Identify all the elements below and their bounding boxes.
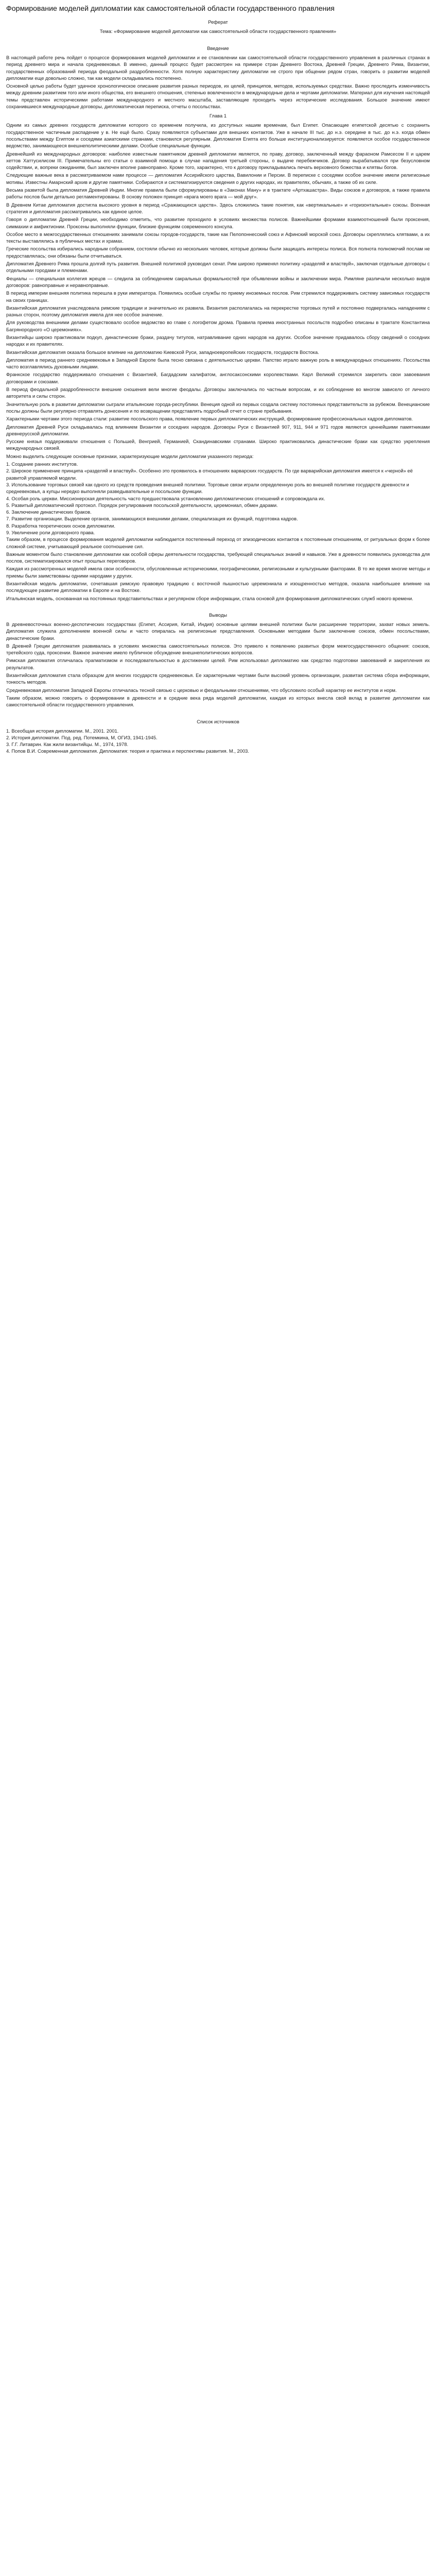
chapter-paragraph: Весьма развитой была дипломатия Древней Индии. Многие правила были сформулированы в «Законах Ману» и в трактате «Артхашастра». Виды союзов и договоров, а также правила работы послов были детально регламентированы. В основу положен принцип «врага моего врага — мой друг».: [6, 187, 430, 200]
conclusion-paragraph: Средневековая дипломатия Западной Европы отличалась тесной связью с церковью и феодальными отношениями, что обусловило особый характер ее институтов и норм.: [6, 687, 397, 693]
reference-item: 4. Попов В.И. Современная дипломатия. Дипломатия: теория и практика и перспективы развития. М., 2003.: [6, 748, 250, 754]
references-list: [6, 727, 430, 755]
chapter-paragraph: Особое место в межгосударственных отношениях занимали союзы городов-государств, такие как Пелопоннесский союз и Афинский морской союз. Договоры скреплялись клятвами, а их тексты выставлялись в публичных местах и храмах.: [6, 231, 430, 244]
chapter-paragraph: Можно выделить следующие основные признаки, характеризующие модели дипломатии указанного периода:: [6, 453, 254, 459]
list-item: 4. Особая роль церкви. Миссионерская деятельность часто предшествовала установлению дипломатических отношений и сопровождала их.: [6, 495, 325, 501]
intro-paragraph: В настоящей работе речь пойдет о процессе формирования моделей дипломатии и ее становлении как самостоятельной области государственного управления в различных странах в период древнего мира и начала средневековья. В именно, данный процесс будет рассмотрен на примере стран Древнего Востока, Древней Греции, Древнего Рима, Византии, государственных образований периода феодальной раздробленности. Хотя полную характеристику дипломатии не строго при общении рядом стран, говорить о развитии моделей дипломатии еще довольно сложно, так как модели складывались постепенно.: [6, 55, 430, 81]
chapter-paragraph: Значительную роль в развитии дипломатии сыграли итальянские города-республики. Венеция одной из первых создала систему постоянных представительств за рубежом. Венецианские послы должны были регулярно отправлять донесения и по возвращении представлять подробный отчет о стране пребывания.: [6, 401, 430, 414]
chapter-paragraph: Для руководства внешними делами существовало особое ведомство во главе с логофетом дрома. Правила приема иностранных посольств подробно описаны в трактате Константина Багрянородного «О церемониях».: [6, 319, 430, 332]
conclusions-section: [6, 621, 430, 708]
referat-label: Реферат: [208, 19, 228, 25]
chapter-2-section: [6, 453, 430, 602]
chapter-1-heading: Глава 1: [209, 113, 227, 119]
intro-paragraph: Основной целью работы будет удачное хронологическое описание развития разных периодов, их целей, принципов, методов, используемых средствах. Важно проследить изменчивость между древним развитием того или иного общества, его внешнего отношения, степенью вовлеченности в международные дела и чертами дипломатии. Материал для изучения настоящей темы представлен историческими работами международного и местного масштаба, заставляющие проходить через исторические исследования. Большое значение имеют сохранившиеся международные договоры, дипломатическая переписка, отчеты о посольствах.: [6, 83, 430, 110]
list-item: 7. Развитие организации. Выделение органов, занимающихся внешними делами, специализация их функций, подготовка кадров.: [6, 516, 298, 522]
reference-item: 2. История дипломатии. Под. ред. Потемкина, М, ОГИЗ, 1941-1945.: [6, 734, 158, 740]
chapter-paragraph: Говоря о дипломатии Древней Греции, необходимо отметить, что развитие проходило в условиях множества полисов. Важнейшими формами взаимоотношений были проксения, симмахии и амфиктионии. Проксены выполняли функции, близкие функциям современного консула.: [6, 216, 430, 229]
chapter-paragraph: Византийцы широко практиковали подкуп, династические браки, раздачу титулов, натравливание одних народов на других. Особое значение придавалось сбору сведений о соседних народах и их правителях.: [6, 334, 430, 347]
chapter-paragraph: Византийская дипломатия оказала большое влияние на дипломатию Киевской Руси, западноевропейских государств, государств Востока.: [6, 349, 319, 355]
conclusion-paragraph: В Древней Греции дипломатия развивалась в условиях множества самостоятельных полисов. Это привело к появлению развитых форм межгосударственного общения: союзов, третейского суда, проксении. Важное значение имело публичное обсуждение внешнеполитических вопросов.: [6, 642, 430, 656]
chapter-paragraph: Древнейший из международных договоров: наиболее известным памятником древней дипломатии является, по праву, договор, заключенный между фараоном Рамсесом II и царем хеттов Хаттусилисом III. Примечательны его статьи о взаимной помощи в случае нападения третьей стороны, о выдаче перебежчиков. Договор вырабатывался при безусловном содействии, и, вопреки ожиданиям, был заключен вполне равноправно. Кроме того, характерно, что к договору прикладывались печать верховного божества и клятвы богов.: [6, 150, 430, 171]
chapter-paragraph: Каждая из рассмотренных моделей имела свои особенности, обусловленные историческими, географическими, религиозными и культурными факторами. В то же время многие методы и приемы были заимствованы одними народами у других.: [6, 566, 430, 579]
chapter-paragraph: В период феодальной раздробленности внешние сношения вели многие феодалы. Договоры заключались по частным вопросам, и их соблюдение во многом зависело от личного авторитета и силы сторон.: [6, 386, 430, 399]
list-item: 5. Развитый дипломатический протокол. Порядок регулирования посольской деятельности, церемониал, обмен дарами.: [6, 502, 278, 508]
list-item: 1. Создание ранних институтов.: [6, 461, 78, 467]
conclusions-heading: Выводы: [208, 612, 228, 618]
chapter-1-section: [6, 122, 430, 451]
document-title: Формирование моделей дипломатии как самостоятельной области государственного правления: [6, 5, 335, 13]
chapter-paragraph: Таким образом, в процессе формирования моделей дипломатии наблюдается постепенный переход от эпизодических контактов к постоянным отношениям, от ритуальных форм к более сложной системе, учитывающей реальное соотношение сил.: [6, 536, 430, 549]
spacer: [6, 709, 430, 716]
conclusion-paragraph: В древневосточных военно-деспотических государствах (Египет, Ассирия, Китай, Индия) основные целями внешней политики были расширение территории, захват новых земель. Дипломатия служила дополнением военной силы и часто опиралась на религиозные представления. Основными методами были заключение союзов, обмен посольствами, династические браки.: [6, 621, 430, 641]
chapter-paragraph: Фециалы — специальная коллегия жрецов — следила за соблюдением сакральных формальностей при объявлении войны и заключении мира. Римляне различали несколько видов договоров: равноправные и неравноправные.: [6, 275, 430, 288]
list-item: 8. Разработка теоретических основ дипломатии.: [6, 522, 115, 529]
chapter-paragraph: Русские князья поддерживали отношения с Польшей, Венгрией, Германией, Скандинавскими странами. Широко практиковались династические браки как средство укрепления международных связей.: [6, 438, 430, 451]
chapter-paragraph: Византийская дипломатия унаследовала римские традиции и значительно их развила. Византия располагалась на перекрестке торговых путей и постоянно подвергалась нападениям с разных сторон, поэтому дипломатия имела для нее особое значение.: [6, 304, 430, 318]
chapter-paragraph: Важным моментом было становление дипломатии как особой сферы деятельности государства, требующей специальных знаний и навыков. Уже в древности появились руководства для послов, систематизировался опыт прошлых переговоров.: [6, 551, 430, 564]
conclusion-paragraph: Византийская дипломатия стала образцом для многих государств средневековья. Ее характерными чертами были высокий уровень организации, развитая система сбора информации, тонкость методов.: [6, 672, 430, 685]
intro-heading: Введение: [207, 45, 229, 51]
chapter-paragraph: Византийская модель дипломатии, сочетавшая римскую правовую традицию с восточной пышностью церемониала и изощренностью методов, оказала наибольшее влияние на последующее развитие дипломатии в Европе и на Востоке.: [6, 581, 430, 594]
features-list: [6, 461, 430, 536]
spacer: [6, 603, 430, 609]
chapter-paragraph: Дипломатия Древней Руси складывалась под влиянием Византии и соседних народов. Договоры Руси с Византией 907, 911, 944 и 971 годов являются ценнейшими памятниками древнерусской дипломатии.: [6, 423, 430, 436]
intro-section: [6, 54, 430, 110]
reference-item: 1. Всеобщая история дипломатии. М., 2001. 2001.: [6, 727, 119, 734]
theme-line: Тема: «Формирование моделей дипломатии как самостоятельной области государственного правления»: [99, 28, 337, 34]
chapter-paragraph: Дипломатия Древнего Рима прошла долгий путь развития. Внешней политикой руководил сенат. Рим широко применял политику «разделяй и властвуй», заключая отдельные договоры с отдельными городами и племенами.: [6, 261, 430, 274]
list-item: 3. Использование торговых связей как одного из средств проведения внешней политики. Торговые связи играли определенную роль во внешней политике государств древности и средневековья, а купцы нередко выполняли разведывательные и посольские функции.: [6, 481, 409, 495]
list-item: 9. Увеличение роли договорного права.: [6, 530, 95, 535]
chapter-paragraph: Греческие посольства избирались народным собранием, состояли обычно из нескольких человек, которые должны были защищать интересы полиса. Вся полнота полномочий послам не предоставлялась; они обязаны были отчитываться.: [6, 246, 430, 259]
reference-item: 3. Г.Г. Литаврин. Как жили византийцы. М., 1974, 1978.: [6, 741, 129, 748]
chapter-paragraph: Характерными чертами этого периода стали: развитие посольского права, появление первых дипломатических инструкций, формирование профессиональных кадров дипломатов.: [6, 416, 413, 422]
conclusion-paragraph: Таким образом, можно говорить о формировании в древности и в средние века ряда моделей дипломатии, каждая из которых внесла свой вклад в развитие дипломатии как самостоятельной области государственного управления.: [6, 694, 430, 708]
chapter-paragraph: Одним из самых древних государств дипломатии которого со временем получила, из доступных нашим временам, был Египет. Опасающие египетской десятью с сохранить государственное частичным распадение у в. Не ещё было. Сразу появляются субъектами для внешних контактов. Уже в начале III тыс. до н.э. середине в тыс. до н.э. когда обмен посольствами между Египтом и соседями азиатскими странами, становился регулярным. Дипломатия Египта его больше институционализируется: появляется особое государственное ведомство, занимающееся внешнеполитическими делами. Особые специальные функции.: [6, 122, 430, 149]
chapter-paragraph: В период империи внешняя политика перешла в руки императора. Появились особые службы по приему иноземных послов. Рим стремился поддерживать систему зависимых государств на своих границах.: [6, 290, 430, 303]
list-item: 2. Широкое применение принципа «разделяй и властвуй». Особенно это проявилось в отношениях варварских государств. По где варварийская дипломатия имеется к «черной» её развитой управляемой модели.: [6, 468, 413, 481]
chapter-paragraph: Дипломатия в период раннего средневековья в Западной Европе была тесно связана с деятельностью церкви. Папство играло важную роль в международных отношениях. Посольства часто возглавлялись духовными лицами.: [6, 357, 430, 370]
chapter-paragraph: Франкское государство поддерживало отношения с Византией, Багдадским халифатом, англосаксонскими королевствами. Карл Великий стремился закрепить свои завоевания договорами и союзами.: [6, 371, 430, 384]
chapter-paragraph: В Древнем Китае дипломатия достигла высокого уровня в период «Сражающихся царств». Здесь сложились такие понятия, как «вертикальные» и «горизонтальные» союзы. Военная стратегия и дипломатия рассматривались как единое целое.: [6, 201, 430, 214]
spacer: [6, 36, 430, 42]
list-item: 6. Заключение династических браков.: [6, 509, 92, 515]
conclusion-paragraph: Римская дипломатия отличалась прагматизмом и последовательностью в достижении целей. Рим использовал дипломатию как средство подготовки завоеваний и закрепления их результатов.: [6, 657, 430, 670]
chapter-paragraph: Итальянская модель, основанная на постоянных представительствах и регулярном сборе информации, стала основой для формирования дипломатических служб нового времени.: [6, 595, 413, 601]
chapter-paragraph: Следующие важные века в рассматриваемом нами процессе — дипломатия Ассирийского царства, Вавилонии и Персии. В переписке с соседями особое значение имели религиозные мотивы. Известны Амарнский архив и другие памятники. Собираются и систематизируются сведения о других народах, их правителях, обычаях, а также об их силе.: [6, 172, 430, 185]
references-heading: Список источников: [197, 718, 239, 724]
